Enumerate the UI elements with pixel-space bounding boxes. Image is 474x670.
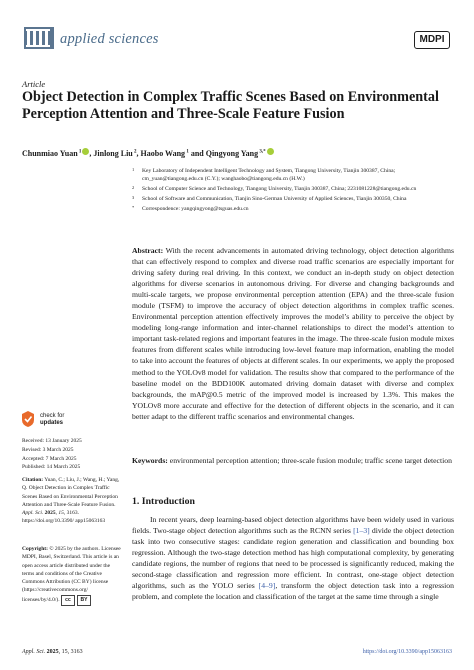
affiliation-item [132, 167, 452, 184]
introduction-text [132, 514, 454, 602]
footer-citation [22, 649, 83, 655]
citation-link[interactable]: [1–3] [353, 526, 370, 536]
copyright [22, 545, 122, 606]
author-affiliation-mark: 2 [132, 149, 137, 155]
footer-journal: Appl. Sci. [22, 649, 46, 655]
abstract-label: Abstract: [132, 246, 164, 255]
section-heading: 1. Introduction [132, 496, 195, 507]
copyright-text: © 2025 by the authors. Licensee MDPI, Basel, Switzerland. This article is an open access article distributed under the terms and conditions of the Creative Commons Attribution (CC BY) license (https://creativecommons.org/ licenses/by/4.0/). [22, 546, 121, 603]
paper-title: Object Detection in Complex Traffic Scenes Based on Environmental Perception Attention and Three-Scale Feature Fusion [22, 89, 439, 122]
article-type: Article [22, 79, 46, 89]
author-list: Chunmiao Yuan $^1$ , Jinlong Liu $^2$, Haobo Wang $^1$ and Qingyong Yang $^{3,*}$ [22, 148, 274, 158]
citation-label: Citation: [22, 477, 44, 483]
citation-volume: 15 [58, 510, 64, 517]
citation-pre: Yuan, C.; Liu, J.; Wang, H.; Yang, Q. Object Detection in Complex Traffic Scenes Based on Environmental Perception Attention and Three-Scale Feature Fusion. [22, 477, 120, 508]
author-name: Qingyong Yang [205, 149, 259, 158]
orcid-icon[interactable] [267, 148, 274, 155]
affiliation-item [132, 205, 452, 213]
author-affiliation-mark: 3,* [258, 149, 266, 155]
orcid-icon[interactable] [82, 148, 89, 155]
by-badge: BY [77, 595, 91, 606]
dates [22, 437, 82, 472]
date-line: Published: 14 March 2025 [22, 464, 81, 471]
publisher-logo[interactable]: MDPI [414, 31, 450, 49]
check-updates-line2: updates [40, 420, 64, 426]
footer-doi-link[interactable]: https://doi.org/10.3390/app15063163 [362, 649, 452, 655]
citation-journal: Appl. Sci. [22, 510, 44, 517]
footer-year: 2025 [46, 649, 59, 655]
author-name: Chunmiao Yuan [22, 149, 78, 158]
affiliation-number: * [132, 204, 135, 210]
check-updates-icon [22, 411, 34, 427]
affiliation-number: 1 [132, 167, 135, 172]
affiliation-number: 2 [132, 185, 135, 191]
cc-license-badge[interactable] [61, 595, 91, 606]
author-name: Jinlong Liu [93, 149, 133, 158]
intro-text-run: divide the object detection task into two consecutive stages: candidate region generation and classification and bounding box regression. Although the two-stage detection method has high computational complexity, by generating candidate regions, the number of regions that need to be processed is significantly reduced, making the second-stage classification and regression more efficient. In contrast, one-stage object detection algorithms, such as the YOLO series [132, 526, 454, 591]
affiliations [132, 167, 452, 214]
affiliation-text: Correspondence: yangqingyong@tsguas.edu.cn [142, 205, 249, 212]
intro-text-run: In recent years, deep learning-based object detection algorithms have been widely used in various fields. Two-stage object detection algorithms such as the RCNN series [132, 515, 454, 536]
date-line: Accepted: 7 March 2025 [22, 455, 77, 462]
copyright-label: Copyright: [22, 546, 48, 552]
abstract-text: With the recent advancements in automated driving technology, object detection algorithms that can effectively respond to complex and diverse road traffic scenarios are especially important for driving safety during real driving. In this context, we conduct an in-depth study on object detection algorithms for diverse scenarios in autonomous driving. For diverse and changing backgrounds and multi-scale targets, we propose environmental perception attention (EPA) and the three-scale fusion module (TSFM) to improve the accuracy of object detection algorithms in complex traffic scenes. Environmental perception attention effectively improves the model’s ability to perceive the object by modeling long-range information and inter-channel relationships to direct the model’s attention to important task-related regions and important features in the image. The three-scale fusion module mixes features from different scales while introducing low-level feature map information, enabling the model to take into account the features of objects at different scales. In our experiments, we apply the proposed method to the YOLOv8 model for validation. The results show that compared to the performance of the baseline model on the BDD100K automated driving domain dataset with diverse and complex backgrounds, the mAP@0.5 metric of the improved model is increased by 1.3%. This makes the YOLOv8 more accurate and effective for the detection of different objects in the scenario, and it can better adapt to the different traffic scenarios and environmental changes. [132, 246, 454, 421]
check-updates-line1: check for [40, 413, 65, 419]
author-name: Haobo Wang [140, 149, 186, 158]
keywords-text: environmental perception attention; three-scale fusion module; traffic scene target detection [169, 456, 452, 465]
affiliation-text: Key Laboratory of Independent Intelligent Technology and System, Tiangong University, Tianjin 300387, China; cm_yuan@tiangong.edu.cn (C.Y.); wanghaobo@tiangong.edu.cn (H.W.) [142, 168, 396, 183]
citation: Citation: Yuan, C.; Liu, J.; Wang, H.; Yang, Q. Object Detection in Complex Traffic Scenes Based on Environmental Perception Attention and Three-Scale Feature Fusion. Appl. Sci. 2025, 15, 3163. https://doi.org/10.3390/ app15063163 [22, 477, 120, 525]
date-line: Received: 13 January 2025 [22, 438, 82, 444]
journal-logo-icon [24, 27, 54, 49]
citation-year: 2025 [44, 510, 56, 517]
author-affiliation-mark: 1 [185, 149, 189, 155]
keywords-label: Keywords: [132, 456, 168, 465]
footer-volume: , 15, 3163 [58, 649, 83, 655]
affiliation-number: 3 [132, 194, 135, 200]
citation-doi[interactable]: , 3163. https://doi.org/10.3390/ app15063163 [22, 510, 106, 525]
abstract [132, 245, 454, 422]
affiliation-item [132, 185, 452, 193]
author-affiliation-mark: 1 [77, 149, 82, 155]
date-line: Revised: 3 March 2025 [22, 446, 74, 453]
cc-badge: cc [61, 595, 75, 606]
keywords [132, 455, 454, 466]
affiliation-text: School of Software and Communication, Tianjin Sino-German University of Applied Sciences, Tianjin 300350, China [142, 195, 407, 202]
affiliation-item [132, 195, 452, 203]
citation-link[interactable]: [4–9] [258, 581, 276, 591]
intro-text-run: , transform the object detection task into a regression problem, and complete the location and classification of the target at the same time through a single [132, 581, 454, 602]
affiliation-text: School of Computer Science and Technology, Tiangong University, Tianjin 300387, China; 2231081228@tiangong.edu.cn [142, 186, 417, 193]
journal-name: applied sciences [60, 31, 159, 47]
